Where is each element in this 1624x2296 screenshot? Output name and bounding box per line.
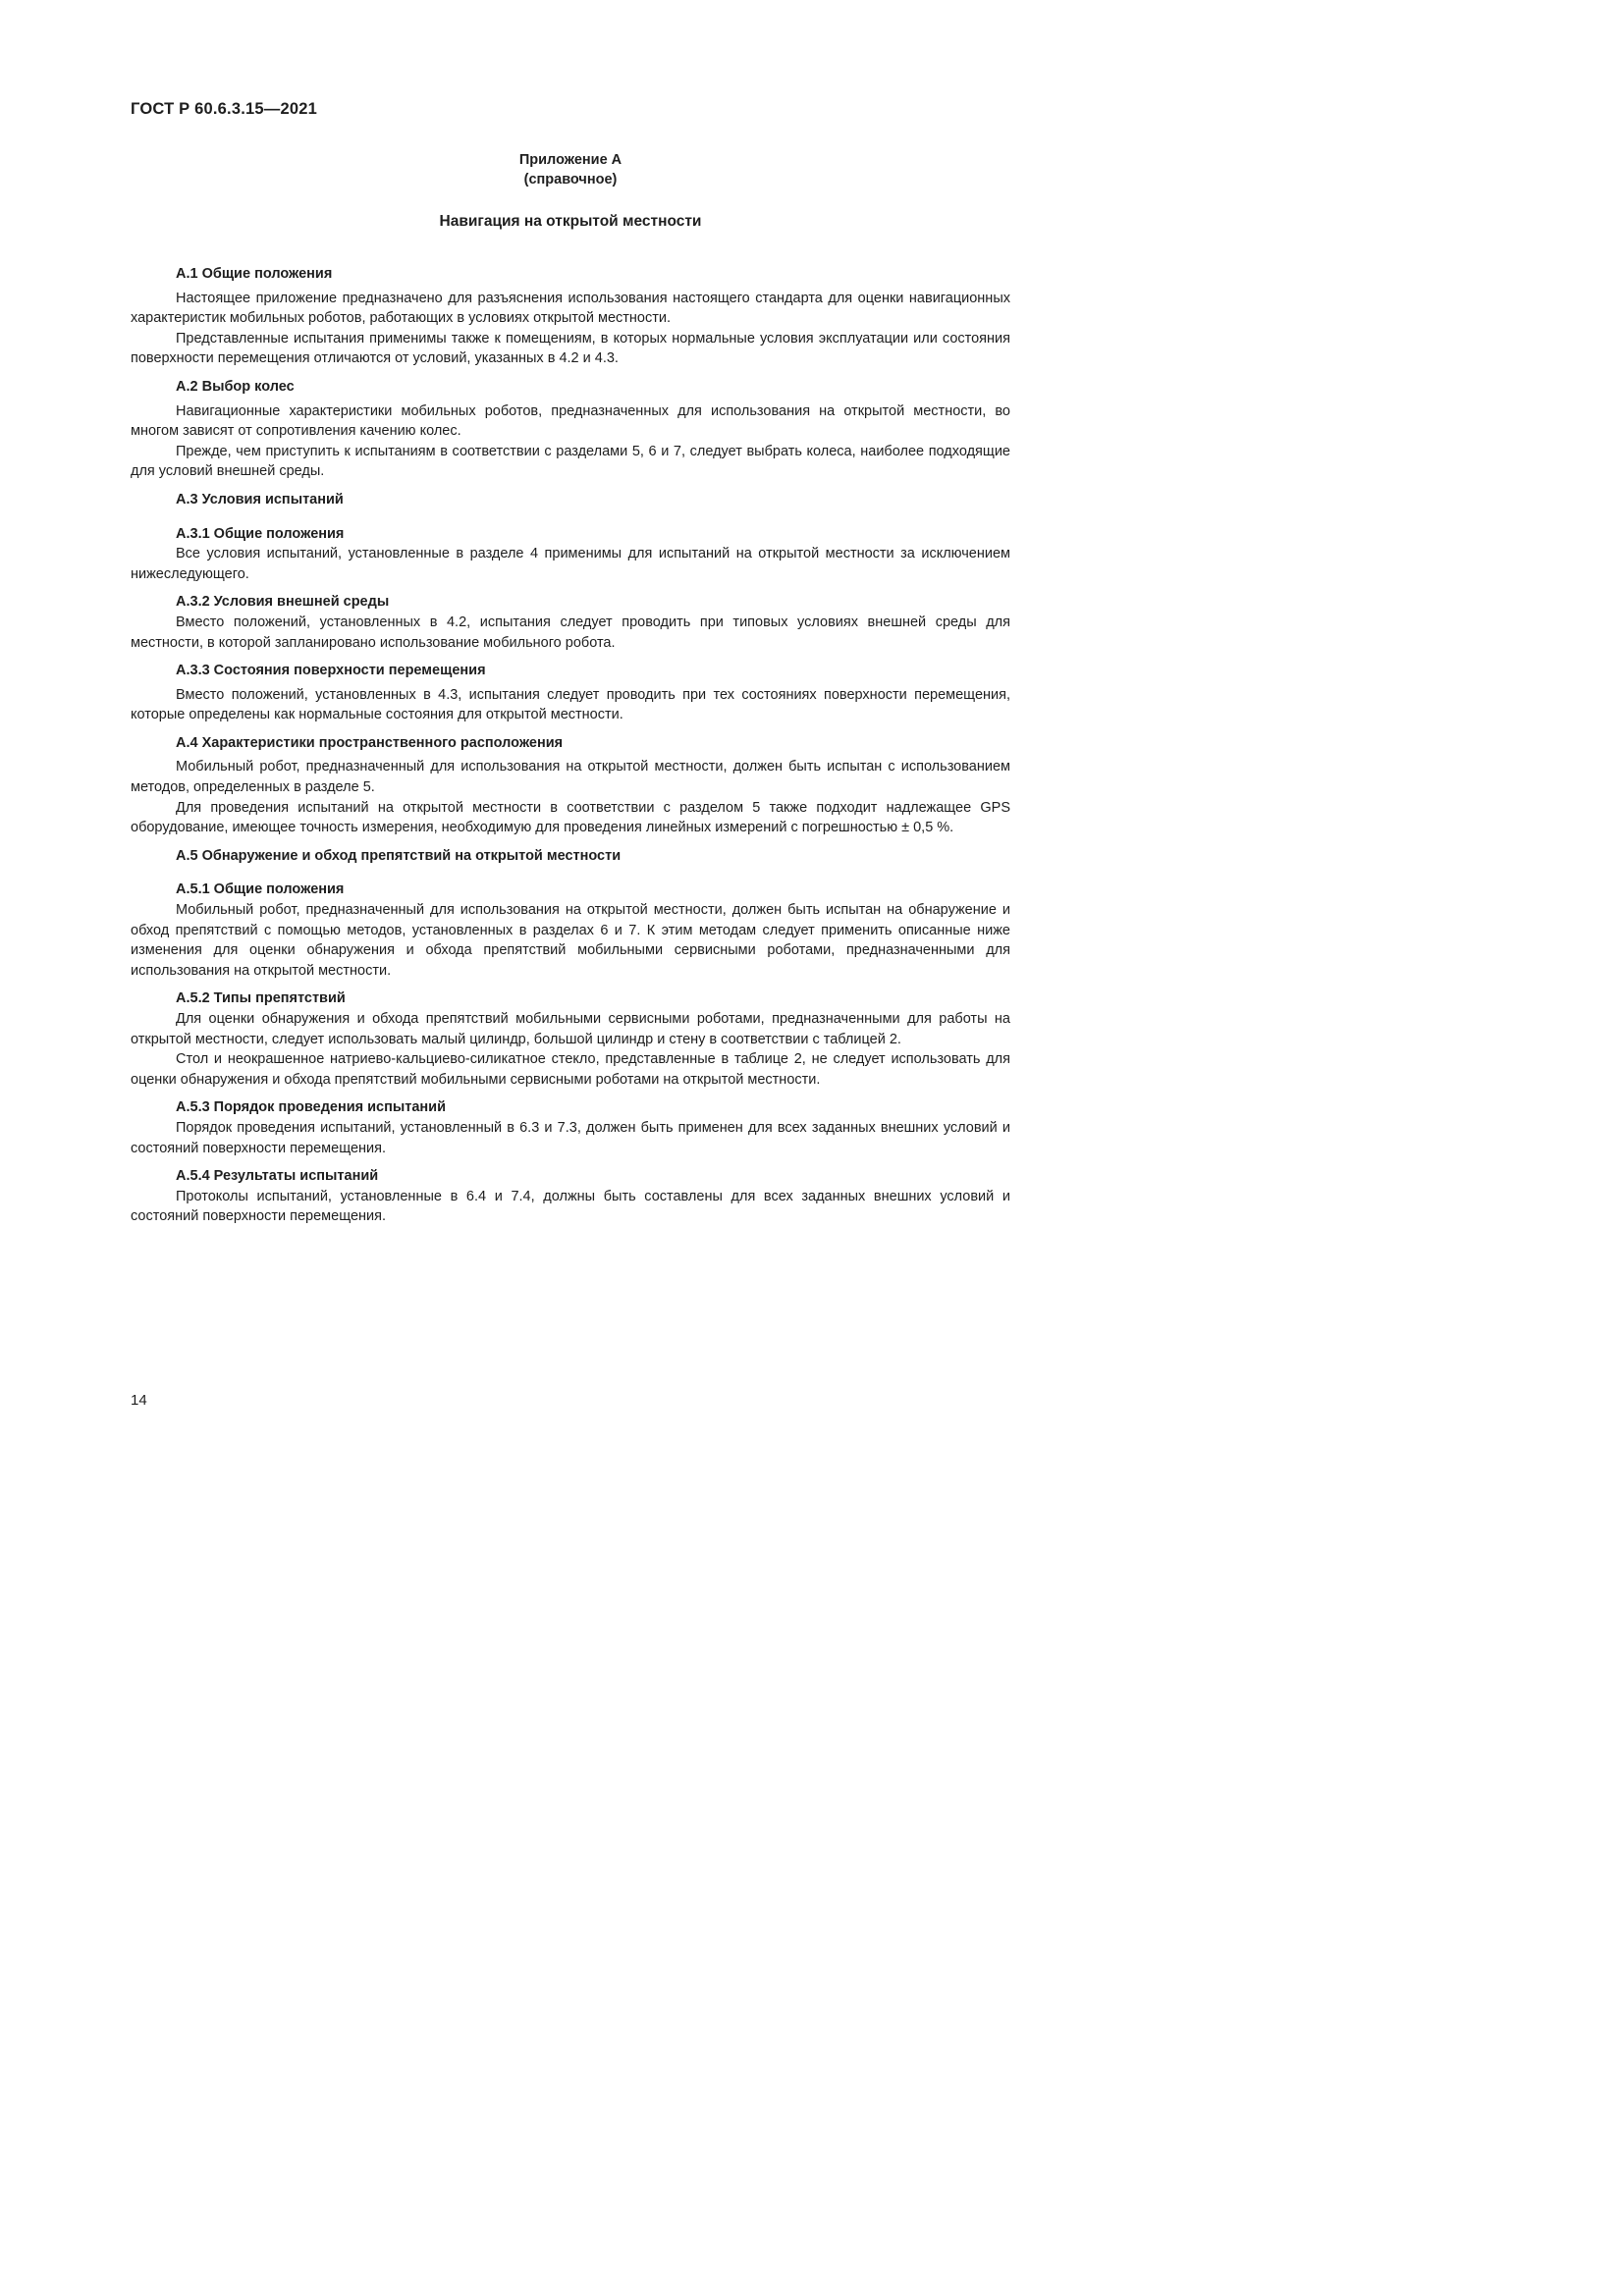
subsection-heading-a53: А.5.3 Порядок проведения испытаний [176,1099,446,1116]
section-heading-a2: А.2 Выбор колес [176,378,295,395]
paragraph: Вместо положений, установленных в 4.3, испытания следует проводить при тех состояниях поверхности перемещения, которые определены как нормальные состояния для открытой местности. [131,686,1010,723]
appendix-label: Приложение А [518,152,623,168]
paragraph: Все условия испытаний, установленные в разделе 4 применимы для испытаний на открытой местности за исключением нижеследующего. [131,546,1010,582]
paragraph: Навигационные характеристики мобильных роботов, предназначенных для использования на открытой местности, во многом зависят от сопротивления качению колес. [131,402,1010,440]
subsection-heading-a33: А.3.3 Состояния поверхности перемещения [176,663,486,679]
appendix-type: (справочное) [523,172,618,187]
paragraph: Для проведения испытаний на открытой местности в соответствии с разделом 5 также подходит надлежащее GPS оборудование, имеющее точность измерения, необходимую для проведения линейных измерений с погрешностью ± 0,5 %. [131,799,1010,836]
appendix-title: Навигация на открытой местности [439,213,702,230]
appendix-label-block [131,150,1010,189]
subsection-heading-a51: А.5.1 Общие положения [176,881,345,898]
paragraph: Мобильный робот, предназначенный для использования на открытой местности, должен быть испытан с использованием методов, определенных в разделе 5. [131,759,1010,796]
paragraph: Стол и неокрашенное натриево-кальциево-силикатное стекло, представленные в таблице 2, не следует использовать для оценки обнаружения и обхода препятствий мобильными сервисными роботами на открытой местности. [131,1051,1010,1088]
page-number: 14 [131,1392,147,1409]
paragraph: Представленные испытания применимы также к помещениям, в которых нормальные условия эксплуатации или состояния поверхности перемещения отличаются от условий, указанных в 4.2 и 4.3. [131,330,1010,367]
paragraph: Мобильный робот, предназначенный для использования на открытой местности, должен быть испытан на обнаружение и обход препятствий с помощью методов, установленных в разделах 6 и 7. К этим методам следует применить описанные ниже изменения для оценки обнаружения и обхода препятствий мобильными сервисными роботами, предназначенными для использования на открытой местности. [131,902,1010,979]
section-heading-a4: А.4 Характеристики пространственного расположения [176,734,564,751]
paragraph: Порядок проведения испытаний, установленный в 6.3 и 7.3, должен быть применен для всех заданных внешних условий и состояний поверхности перемещения. [131,1119,1010,1156]
paragraph: Для оценки обнаружения и обхода препятствий мобильными сервисными роботами, предназначенными для работы на открытой местности, следует использовать малый цилиндр, большой цилиндр и стену в соответствии с таблицей 2. [131,1011,1010,1047]
paragraph: Настоящее приложение предназначено для разъяснения использования настоящего стандарта для оценки навигационных характеристик мобильных роботов, работающих в условиях открытой местности. [131,290,1010,327]
section-heading-a5: А.5 Обнаружение и обход препятствий на открытой местности [176,847,622,864]
section-heading-a1: А.1 Общие положения [176,266,333,282]
paragraph: Прежде, чем приступить к испытаниям в соответствии с разделами 5, 6 и 7, следует выбрать колеса, наиболее подходящие для условий внешней среды. [131,443,1010,480]
subsection-heading-a52: А.5.2 Типы препятствий [176,990,346,1007]
document-body [131,264,1010,1227]
subsection-heading-a31: А.3.1 Общие положения [176,525,345,542]
document-number: ГОСТ Р 60.6.3.15—2021 [131,100,317,118]
paragraph: Протоколы испытаний, установленные в 6.4 и 7.4, должны быть составлены для всех заданных внешних условий и состояний поверхности перемещения. [131,1188,1010,1225]
subsection-heading-a32: А.3.2 Условия внешней среды [176,594,390,611]
paragraph: Вместо положений, установленных в 4.2, испытания следует проводить при типовых условиях внешней среды для местности, в которой запланировано использование мобильного робота. [131,614,1010,651]
section-heading-a3: А.3 Условия испытаний [176,491,344,507]
document-page [0,0,1083,1530]
subsection-heading-a54: А.5.4 Результаты испытаний [176,1168,379,1185]
